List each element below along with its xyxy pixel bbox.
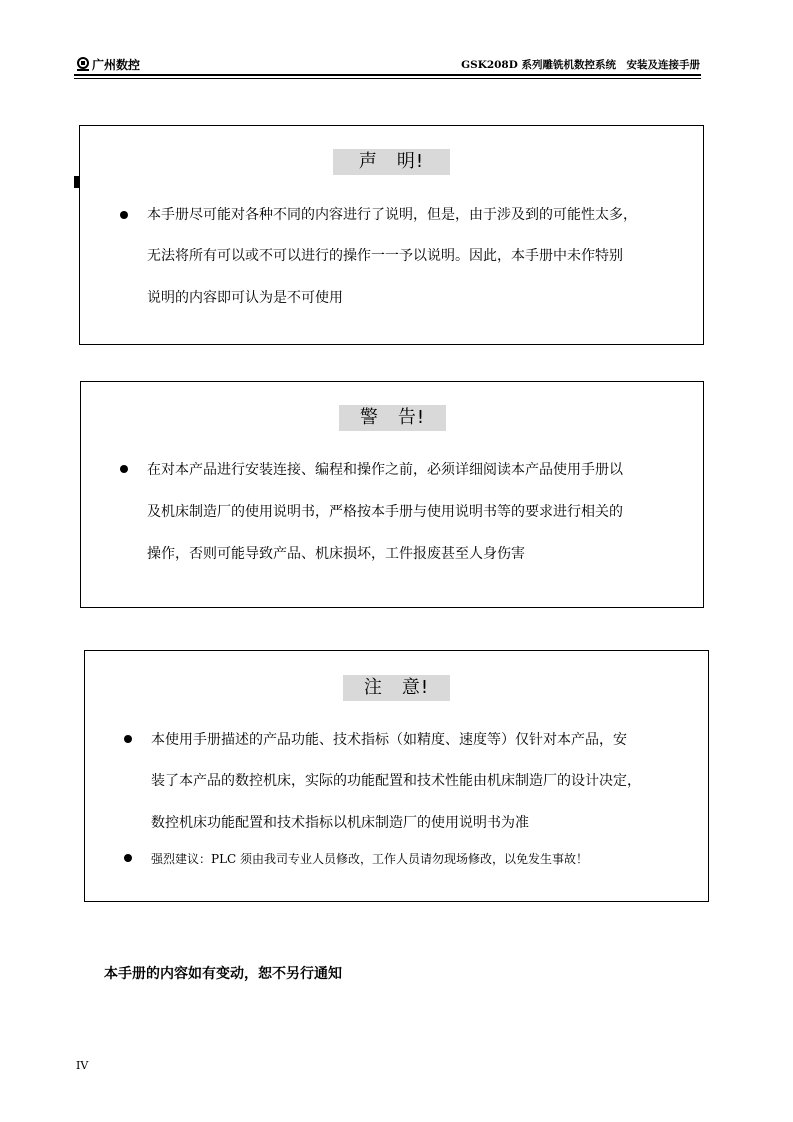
- page-header: [74, 52, 700, 76]
- warning-line-1: 在对本产品进行安装连接、编程和操作之前，必须详细阅读本产品使用手册以: [147, 462, 623, 478]
- statement-title: 声 明!: [333, 149, 450, 175]
- caution-line-2: 装了本产品的数控机床，实际的功能配置和技术性能由机床制造厂的设计决定，: [151, 773, 641, 789]
- caution-line-1: 本使用手册描述的产品功能、技术指标（如精度、速度等）仅针对本产品，安: [151, 732, 627, 748]
- warning-line-3: 操作，否则可能导致产品、机床损坏，工件报废甚至人身伤害: [147, 546, 525, 562]
- header-rule-thin: [74, 78, 701, 79]
- caution-title: 注 意!: [343, 675, 450, 701]
- statement-line-3: 说明的内容即可认为是不可使用: [147, 290, 343, 306]
- change-notice: 本手册的内容如有变动，恕不另行通知: [104, 966, 342, 982]
- gsk-logo-icon: [76, 57, 90, 71]
- manual-title: GSK208D 系列雕铣机数控系统 安装及连接手册: [461, 59, 700, 71]
- warning-line-2: 及机床制造厂的使用说明书，严格按本手册与使用说明书等的要求进行相关的: [147, 504, 623, 520]
- bullet-icon: [124, 854, 132, 862]
- company-logo: [76, 56, 140, 72]
- statement-line-1: 本手册尽可能对各种不同的内容进行了说明，但是，由于涉及到的可能性太多，: [147, 207, 637, 223]
- statement-line-2: 无法将所有可以或不可以进行的操作一一予以说明。因此，本手册中未作特别: [147, 248, 623, 264]
- header-rule: [74, 74, 701, 76]
- warning-box: [80, 381, 704, 608]
- caution-box: [84, 650, 709, 902]
- logo-text: 广州数控: [92, 57, 141, 72]
- bullet-icon: [120, 211, 128, 219]
- warning-title: 警 告!: [339, 405, 446, 431]
- bullet-icon: [124, 735, 132, 743]
- statement-box: [79, 125, 704, 345]
- caution-line-3: 数控机床功能配置和技术指标以机床制造厂的使用说明书为准: [151, 815, 529, 831]
- plc-suggestion: 强烈建议：PLC 须由我司专业人员修改，工作人员请勿现场修改，以免发生事故！: [151, 852, 589, 866]
- bullet-icon: [120, 465, 128, 473]
- page-number: IV: [76, 1059, 89, 1072]
